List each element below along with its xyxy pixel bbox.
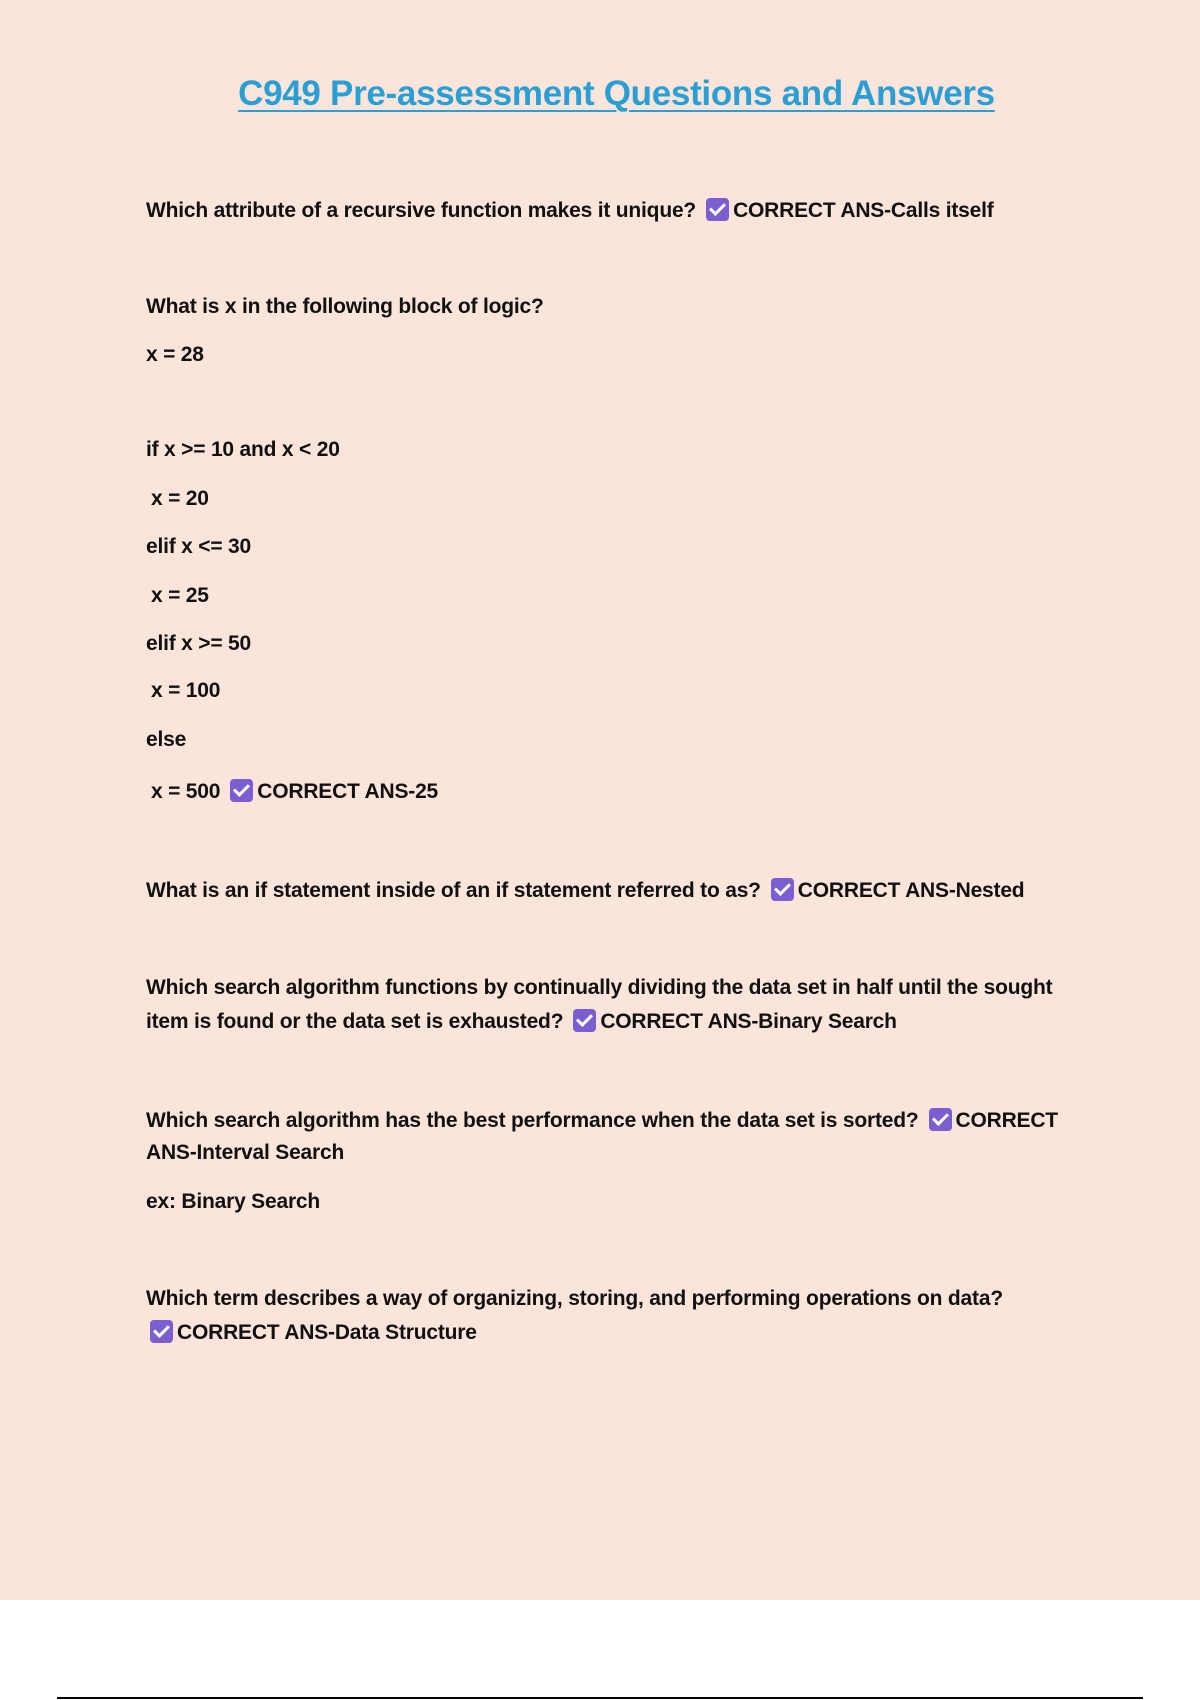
document-title: C949 Pre-assessment Questions and Answers [238, 74, 995, 113]
question-3-text: What is an if statement inside of an if statement referred to as? [146, 879, 761, 902]
footer-divider [57, 1697, 1143, 1699]
question-6-text: Which term describes a way of organizing, storing, and performing operations on data? [146, 1287, 1003, 1310]
code-line: x = 20 [151, 487, 209, 510]
code-line: x = 25 [151, 584, 209, 607]
checkbox-checked-icon [706, 198, 729, 221]
answer-4-text: CORRECT ANS-Binary Search [600, 1010, 897, 1033]
answer-5-note: ex: Binary Search [146, 1190, 321, 1213]
code-line-with-answer [151, 778, 438, 806]
answer-5-text: CORRECT [955, 1109, 1058, 1132]
checkbox-checked-icon [573, 1009, 596, 1032]
question-1-text: Which attribute of a recursive function makes it unique? [146, 199, 697, 222]
checkbox-checked-icon [230, 779, 253, 802]
answer-1-text: CORRECT ANS-Calls itself [733, 199, 994, 222]
code-line: if x >= 10 and x < 20 [146, 438, 340, 461]
answer-3-text: CORRECT ANS-Nested [797, 879, 1025, 902]
question-4-text: Which search algorithm functions by continually dividing the data set in half until the sought [146, 976, 1053, 999]
answer-6-text: CORRECT ANS-Data Structure [177, 1321, 477, 1344]
code-line: elif x <= 30 [146, 535, 252, 558]
code-line: elif x >= 50 [146, 632, 252, 655]
code-line: else [146, 728, 187, 751]
code-line: x = 100 [151, 679, 221, 702]
checkbox-checked-icon [150, 1320, 173, 1343]
answer-5-continuation: ANS-Interval Search [146, 1141, 345, 1164]
code-line: x = 500 [151, 780, 221, 803]
question-6-answer-line [146, 1319, 477, 1347]
question-5-text: Which search algorithm has the best performance when the data set is sorted? [146, 1109, 919, 1132]
question-2-text: What is x in the following block of logic? [146, 295, 544, 318]
checkbox-checked-icon [929, 1108, 952, 1131]
answer-2-text: CORRECT ANS-25 [257, 780, 439, 803]
checkbox-checked-icon [771, 878, 794, 901]
question-5 [146, 1107, 1058, 1135]
code-line: x = 28 [146, 343, 204, 366]
question-4-text: item is found or the data set is exhausted? [146, 1010, 564, 1033]
question-3 [146, 877, 1024, 905]
question-4-continuation [146, 1008, 897, 1036]
question-1 [146, 197, 994, 225]
